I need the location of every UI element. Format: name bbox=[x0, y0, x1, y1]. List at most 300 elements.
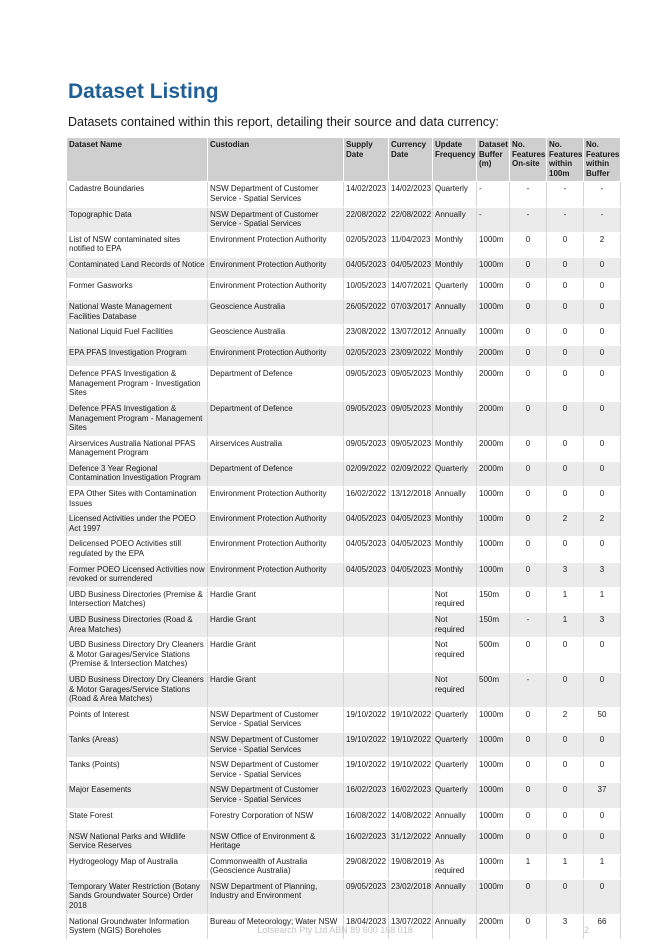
cell-dataset-buffer: 500m bbox=[477, 672, 510, 707]
cell-currency-date: 19/10/2022 bbox=[389, 732, 433, 757]
table-row bbox=[67, 257, 621, 278]
cell-currency-date: 19/10/2022 bbox=[389, 707, 433, 732]
cell-dataset-buffer: 500m bbox=[477, 638, 510, 673]
cell-features-buffer: - bbox=[584, 182, 621, 207]
cell-dataset-name: National Waste Management Facilities Database bbox=[67, 299, 208, 324]
cell-custodian: NSW Department of Customer Service - Spatial Services bbox=[208, 207, 344, 232]
cell-dataset-name: Points of Interest bbox=[67, 707, 208, 732]
cell-features-100m: 0 bbox=[547, 808, 584, 829]
cell-dataset-buffer: 2000m bbox=[477, 401, 510, 436]
cell-features-100m: 0 bbox=[547, 638, 584, 673]
cell-dataset-name: Former Gasworks bbox=[67, 278, 208, 299]
cell-features-100m: 0 bbox=[547, 346, 584, 367]
cell-currency-date: 04/05/2023 bbox=[389, 257, 433, 278]
cell-custodian: Environment Protection Authority bbox=[208, 232, 344, 257]
cell-features-buffer: 0 bbox=[584, 461, 621, 486]
cell-supply-date: 09/05/2023 bbox=[344, 401, 389, 436]
table-row bbox=[67, 461, 621, 486]
cell-dataset-buffer: 1000m bbox=[477, 808, 510, 829]
cell-currency-date: 04/05/2023 bbox=[389, 537, 433, 562]
cell-features-100m: 0 bbox=[547, 758, 584, 783]
cell-dataset-name: EPA Other Sites with Contamination Issues bbox=[67, 487, 208, 512]
cell-dataset-buffer: 150m bbox=[477, 587, 510, 612]
cell-update-frequency: Quarterly bbox=[433, 182, 477, 207]
cell-features-100m: 2 bbox=[547, 707, 584, 732]
cell-dataset-name: Former POEO Licensed Activities now revoked or surrendered bbox=[67, 562, 208, 587]
table-row bbox=[67, 758, 621, 783]
footer-company: Lotsearch Pty Ltd ABN 89 600 168 018 bbox=[257, 925, 413, 935]
cell-dataset-name: NSW National Parks and Wildlife Service Reserves bbox=[67, 829, 208, 854]
cell-features-onsite: 0 bbox=[510, 879, 547, 914]
cell-currency-date: 04/05/2023 bbox=[389, 562, 433, 587]
cell-supply-date: 10/05/2023 bbox=[344, 278, 389, 299]
table-header-row bbox=[67, 138, 621, 182]
cell-features-buffer: 3 bbox=[584, 613, 621, 638]
cell-features-onsite: - bbox=[510, 207, 547, 232]
cell-features-buffer: - bbox=[584, 207, 621, 232]
cell-currency-date: 11/04/2023 bbox=[389, 232, 433, 257]
cell-dataset-buffer: 150m bbox=[477, 613, 510, 638]
cell-features-100m: 0 bbox=[547, 299, 584, 324]
cell-features-100m: 1 bbox=[547, 854, 584, 879]
cell-custodian: Environment Protection Authority bbox=[208, 537, 344, 562]
cell-supply-date: 02/05/2023 bbox=[344, 346, 389, 367]
cell-features-100m: 0 bbox=[547, 461, 584, 486]
cell-custodian: Environment Protection Authority bbox=[208, 346, 344, 367]
cell-dataset-name: Hydrogeology Map of Australia bbox=[67, 854, 208, 879]
cell-custodian: Department of Defence bbox=[208, 461, 344, 486]
cell-features-onsite: 0 bbox=[510, 562, 547, 587]
cell-supply-date: 09/05/2023 bbox=[344, 879, 389, 914]
table-row bbox=[67, 638, 621, 673]
cell-features-onsite: 0 bbox=[510, 638, 547, 673]
cell-supply-date: 04/05/2023 bbox=[344, 512, 389, 537]
cell-supply-date: 18/04/2023 bbox=[344, 914, 389, 939]
cell-features-buffer: 0 bbox=[584, 879, 621, 914]
cell-features-onsite: 0 bbox=[510, 829, 547, 854]
cell-features-100m: 0 bbox=[547, 401, 584, 436]
page-subtitle: Datasets contained within this report, detailing their source and data currency: bbox=[68, 115, 499, 129]
cell-dataset-buffer: 2000m bbox=[477, 346, 510, 367]
cell-features-buffer: 0 bbox=[584, 537, 621, 562]
table-body bbox=[67, 182, 621, 939]
page-number: 2 bbox=[584, 925, 590, 935]
cell-currency-date bbox=[389, 587, 433, 612]
cell-dataset-buffer: 2000m bbox=[477, 461, 510, 486]
cell-dataset-buffer: 1000m bbox=[477, 758, 510, 783]
cell-custodian: Department of Defence bbox=[208, 401, 344, 436]
cell-features-100m: 0 bbox=[547, 436, 584, 461]
cell-dataset-name: Delicensed POEO Activities still regulated by the EPA bbox=[67, 537, 208, 562]
cell-custodian: Hardie Grant bbox=[208, 613, 344, 638]
cell-supply-date: 14/02/2023 bbox=[344, 182, 389, 207]
cell-currency-date: 31/12/2022 bbox=[389, 829, 433, 854]
cell-features-buffer: 0 bbox=[584, 257, 621, 278]
cell-update-frequency: Annually bbox=[433, 829, 477, 854]
cell-update-frequency: Monthly bbox=[433, 537, 477, 562]
cell-supply-date: 29/08/2022 bbox=[344, 854, 389, 879]
table-row bbox=[67, 672, 621, 707]
table-row bbox=[67, 487, 621, 512]
table-row bbox=[67, 232, 621, 257]
column-header-dataset-name: Dataset Name bbox=[67, 138, 208, 182]
cell-currency-date: 02/09/2022 bbox=[389, 461, 433, 486]
cell-update-frequency: Not required bbox=[433, 587, 477, 612]
cell-features-buffer: 1 bbox=[584, 854, 621, 879]
cell-features-100m: 0 bbox=[547, 672, 584, 707]
cell-custodian: Forestry Corporation of NSW bbox=[208, 808, 344, 829]
cell-dataset-name: Defence 3 Year Regional Contamination Investigation Program bbox=[67, 461, 208, 486]
cell-supply-date: 19/10/2022 bbox=[344, 758, 389, 783]
cell-features-onsite: 0 bbox=[510, 257, 547, 278]
cell-custodian: Airservices Australia bbox=[208, 436, 344, 461]
cell-update-frequency: Not required bbox=[433, 638, 477, 673]
table-row bbox=[67, 613, 621, 638]
table-row bbox=[67, 207, 621, 232]
cell-dataset-name: Topographic Data bbox=[67, 207, 208, 232]
cell-features-onsite: 0 bbox=[510, 537, 547, 562]
cell-update-frequency: Monthly bbox=[433, 562, 477, 587]
cell-features-100m: 3 bbox=[547, 562, 584, 587]
cell-currency-date bbox=[389, 638, 433, 673]
cell-features-buffer: 0 bbox=[584, 401, 621, 436]
cell-dataset-buffer: 1000m bbox=[477, 562, 510, 587]
cell-features-buffer: 1 bbox=[584, 587, 621, 612]
cell-currency-date: 09/05/2023 bbox=[389, 401, 433, 436]
cell-update-frequency: Monthly bbox=[433, 232, 477, 257]
cell-features-100m: 0 bbox=[547, 879, 584, 914]
cell-features-buffer: 0 bbox=[584, 808, 621, 829]
table-row bbox=[67, 587, 621, 612]
cell-update-frequency: Annually bbox=[433, 325, 477, 346]
cell-features-onsite: - bbox=[510, 182, 547, 207]
table-row bbox=[67, 732, 621, 757]
cell-dataset-name: Major Easements bbox=[67, 783, 208, 808]
cell-dataset-buffer: 1000m bbox=[477, 299, 510, 324]
cell-update-frequency: Not required bbox=[433, 613, 477, 638]
cell-features-onsite: 0 bbox=[510, 732, 547, 757]
cell-currency-date: 13/07/2022 bbox=[389, 914, 433, 939]
cell-update-frequency: Quarterly bbox=[433, 732, 477, 757]
cell-update-frequency: Annually bbox=[433, 487, 477, 512]
table-row bbox=[67, 299, 621, 324]
cell-custodian: NSW Department of Customer Service - Spatial Services bbox=[208, 707, 344, 732]
cell-dataset-buffer: - bbox=[477, 182, 510, 207]
cell-features-100m: 1 bbox=[547, 587, 584, 612]
cell-dataset-name: UBD Business Directory Dry Cleaners & Motor Garages/Service Stations (Road & Area Matches) bbox=[67, 672, 208, 707]
cell-supply-date bbox=[344, 638, 389, 673]
cell-features-100m: - bbox=[547, 182, 584, 207]
cell-update-frequency: Quarterly bbox=[433, 278, 477, 299]
cell-supply-date: 26/05/2022 bbox=[344, 299, 389, 324]
cell-currency-date: 13/12/2018 bbox=[389, 487, 433, 512]
table-row bbox=[67, 562, 621, 587]
cell-dataset-buffer: 1000m bbox=[477, 487, 510, 512]
column-header-supply-date: Supply Date bbox=[344, 138, 389, 182]
cell-features-onsite: 0 bbox=[510, 487, 547, 512]
table-row bbox=[67, 401, 621, 436]
table-row bbox=[67, 808, 621, 829]
cell-currency-date: 19/10/2022 bbox=[389, 758, 433, 783]
cell-features-buffer: 0 bbox=[584, 758, 621, 783]
cell-dataset-buffer: 1000m bbox=[477, 232, 510, 257]
cell-update-frequency: Quarterly bbox=[433, 783, 477, 808]
cell-dataset-buffer: 1000m bbox=[477, 854, 510, 879]
cell-custodian: NSW Department of Customer Service - Spatial Services bbox=[208, 182, 344, 207]
table-row bbox=[67, 325, 621, 346]
cell-features-100m: 0 bbox=[547, 257, 584, 278]
column-header-features-onsite: No. Features On-site bbox=[510, 138, 547, 182]
column-header-features-buffer: No. Features within Buffer bbox=[584, 138, 621, 182]
cell-features-100m: 0 bbox=[547, 325, 584, 346]
cell-features-onsite: 0 bbox=[510, 436, 547, 461]
cell-features-100m: 0 bbox=[547, 278, 584, 299]
table-row bbox=[67, 854, 621, 879]
cell-supply-date: 23/08/2022 bbox=[344, 325, 389, 346]
cell-features-onsite: 0 bbox=[510, 783, 547, 808]
cell-features-onsite: 0 bbox=[510, 461, 547, 486]
cell-supply-date: 16/02/2022 bbox=[344, 487, 389, 512]
cell-currency-date bbox=[389, 613, 433, 638]
cell-custodian: Commonwealth of Australia (Geoscience Australia) bbox=[208, 854, 344, 879]
cell-supply-date: 09/05/2023 bbox=[344, 367, 389, 402]
cell-features-onsite: 0 bbox=[510, 401, 547, 436]
cell-dataset-name: Contaminated Land Records of Notice bbox=[67, 257, 208, 278]
cell-update-frequency: Quarterly bbox=[433, 758, 477, 783]
cell-dataset-name: Tanks (Points) bbox=[67, 758, 208, 783]
cell-features-100m: 0 bbox=[547, 732, 584, 757]
page-title: Dataset Listing bbox=[68, 80, 219, 103]
cell-features-onsite: 0 bbox=[510, 299, 547, 324]
cell-features-onsite: 0 bbox=[510, 367, 547, 402]
table-row bbox=[67, 783, 621, 808]
dataset-table bbox=[66, 137, 621, 940]
cell-update-frequency: Monthly bbox=[433, 512, 477, 537]
cell-dataset-buffer: 1000m bbox=[477, 325, 510, 346]
cell-supply-date: 22/08/2022 bbox=[344, 207, 389, 232]
cell-custodian: Environment Protection Authority bbox=[208, 278, 344, 299]
cell-custodian: Bureau of Meteorology; Water NSW bbox=[208, 914, 344, 939]
cell-features-onsite: - bbox=[510, 672, 547, 707]
cell-update-frequency: Not required bbox=[433, 672, 477, 707]
table-row bbox=[67, 278, 621, 299]
cell-features-buffer: 0 bbox=[584, 672, 621, 707]
cell-features-onsite: 0 bbox=[510, 758, 547, 783]
cell-dataset-name: Tanks (Areas) bbox=[67, 732, 208, 757]
cell-features-buffer: 0 bbox=[584, 638, 621, 673]
cell-dataset-name: National Liquid Fuel Facilities bbox=[67, 325, 208, 346]
table-row bbox=[67, 367, 621, 402]
cell-currency-date: 07/03/2017 bbox=[389, 299, 433, 324]
cell-custodian: Department of Defence bbox=[208, 367, 344, 402]
cell-features-buffer: 0 bbox=[584, 325, 621, 346]
cell-supply-date: 09/05/2023 bbox=[344, 436, 389, 461]
cell-features-onsite: 1 bbox=[510, 854, 547, 879]
cell-currency-date: 09/05/2023 bbox=[389, 436, 433, 461]
cell-dataset-buffer: - bbox=[477, 207, 510, 232]
cell-supply-date: 19/10/2022 bbox=[344, 732, 389, 757]
cell-features-onsite: 0 bbox=[510, 512, 547, 537]
cell-dataset-buffer: 1000m bbox=[477, 707, 510, 732]
cell-features-buffer: 37 bbox=[584, 783, 621, 808]
cell-dataset-name: List of NSW contaminated sites notified to EPA bbox=[67, 232, 208, 257]
cell-supply-date bbox=[344, 587, 389, 612]
cell-update-frequency: Monthly bbox=[433, 401, 477, 436]
cell-dataset-name: Temporary Water Restriction (Botany Sands Groundwater Source) Order 2018 bbox=[67, 879, 208, 914]
cell-features-buffer: 2 bbox=[584, 232, 621, 257]
cell-supply-date: 04/05/2023 bbox=[344, 562, 389, 587]
cell-dataset-name: Airservices Australia National PFAS Management Program bbox=[67, 436, 208, 461]
column-header-dataset-buffer: Dataset Buffer (m) bbox=[477, 138, 510, 182]
cell-features-onsite: 0 bbox=[510, 232, 547, 257]
cell-features-100m: 2 bbox=[547, 512, 584, 537]
table-row bbox=[67, 512, 621, 537]
cell-features-onsite: 0 bbox=[510, 707, 547, 732]
cell-supply-date bbox=[344, 672, 389, 707]
cell-currency-date: 16/02/2023 bbox=[389, 783, 433, 808]
cell-supply-date: 16/08/2022 bbox=[344, 808, 389, 829]
cell-features-buffer: 0 bbox=[584, 732, 621, 757]
cell-supply-date: 02/09/2022 bbox=[344, 461, 389, 486]
cell-dataset-buffer: 1000m bbox=[477, 783, 510, 808]
cell-dataset-buffer: 1000m bbox=[477, 278, 510, 299]
cell-update-frequency: Annually bbox=[433, 808, 477, 829]
cell-features-100m: - bbox=[547, 207, 584, 232]
cell-currency-date: 14/02/2023 bbox=[389, 182, 433, 207]
cell-update-frequency: Monthly bbox=[433, 436, 477, 461]
cell-dataset-name: UBD Business Directory Dry Cleaners & Motor Garages/Service Stations (Premise & Intersection Matches) bbox=[67, 638, 208, 673]
cell-update-frequency: Monthly bbox=[433, 257, 477, 278]
cell-features-100m: 0 bbox=[547, 487, 584, 512]
cell-update-frequency: Annually bbox=[433, 299, 477, 324]
cell-dataset-buffer: 2000m bbox=[477, 436, 510, 461]
table-row bbox=[67, 829, 621, 854]
cell-features-onsite: 0 bbox=[510, 914, 547, 939]
cell-dataset-buffer: 1000m bbox=[477, 829, 510, 854]
cell-features-100m: 0 bbox=[547, 367, 584, 402]
cell-features-100m: 3 bbox=[547, 914, 584, 939]
cell-features-onsite: - bbox=[510, 613, 547, 638]
cell-supply-date bbox=[344, 613, 389, 638]
cell-features-100m: 0 bbox=[547, 783, 584, 808]
cell-features-buffer: 0 bbox=[584, 299, 621, 324]
cell-features-buffer: 3 bbox=[584, 562, 621, 587]
cell-currency-date: 04/05/2023 bbox=[389, 512, 433, 537]
cell-features-onsite: 0 bbox=[510, 808, 547, 829]
cell-features-100m: 0 bbox=[547, 829, 584, 854]
cell-update-frequency: Annually bbox=[433, 879, 477, 914]
cell-dataset-name: Cadastre Boundaries bbox=[67, 182, 208, 207]
cell-supply-date: 16/02/2023 bbox=[344, 783, 389, 808]
column-header-custodian: Custodian bbox=[208, 138, 344, 182]
cell-custodian: Environment Protection Authority bbox=[208, 257, 344, 278]
cell-currency-date: 23/09/2022 bbox=[389, 346, 433, 367]
cell-features-buffer: 0 bbox=[584, 367, 621, 402]
cell-dataset-name: Defence PFAS Investigation & Management Program - Investigation Sites bbox=[67, 367, 208, 402]
cell-currency-date: 14/07/2021 bbox=[389, 278, 433, 299]
cell-update-frequency: Annually bbox=[433, 914, 477, 939]
cell-features-100m: 0 bbox=[547, 537, 584, 562]
cell-currency-date: 23/02/2018 bbox=[389, 879, 433, 914]
cell-supply-date: 04/05/2023 bbox=[344, 257, 389, 278]
cell-custodian: NSW Office of Environment & Heritage bbox=[208, 829, 344, 854]
cell-custodian: Hardie Grant bbox=[208, 672, 344, 707]
cell-dataset-buffer: 1000m bbox=[477, 257, 510, 278]
table-row bbox=[67, 346, 621, 367]
column-header-currency-date: Currency Date bbox=[389, 138, 433, 182]
table-row bbox=[67, 879, 621, 914]
cell-features-buffer: 0 bbox=[584, 436, 621, 461]
table-row bbox=[67, 537, 621, 562]
cell-dataset-name: Defence PFAS Investigation & Management Program - Management Sites bbox=[67, 401, 208, 436]
column-header-features-100m: No. Features within 100m bbox=[547, 138, 584, 182]
cell-features-onsite: 0 bbox=[510, 325, 547, 346]
cell-custodian: NSW Department of Customer Service - Spatial Services bbox=[208, 732, 344, 757]
cell-features-100m: 1 bbox=[547, 613, 584, 638]
cell-supply-date: 02/05/2023 bbox=[344, 232, 389, 257]
cell-supply-date: 16/02/2023 bbox=[344, 829, 389, 854]
cell-custodian: NSW Department of Customer Service - Spatial Services bbox=[208, 758, 344, 783]
cell-dataset-name: EPA PFAS Investigation Program bbox=[67, 346, 208, 367]
cell-dataset-name: National Groundwater Information System (NGIS) Boreholes bbox=[67, 914, 208, 939]
cell-features-buffer: 50 bbox=[584, 707, 621, 732]
cell-features-onsite: 0 bbox=[510, 587, 547, 612]
cell-features-100m: 0 bbox=[547, 232, 584, 257]
cell-custodian: Environment Protection Authority bbox=[208, 487, 344, 512]
cell-features-onsite: 0 bbox=[510, 346, 547, 367]
cell-update-frequency: As required bbox=[433, 854, 477, 879]
cell-currency-date: 14/08/2022 bbox=[389, 808, 433, 829]
cell-dataset-buffer: 1000m bbox=[477, 879, 510, 914]
cell-dataset-name: UBD Business Directories (Road & Area Matches) bbox=[67, 613, 208, 638]
cell-update-frequency: Monthly bbox=[433, 346, 477, 367]
cell-currency-date: 09/05/2023 bbox=[389, 367, 433, 402]
cell-features-buffer: 0 bbox=[584, 487, 621, 512]
cell-currency-date: 22/08/2022 bbox=[389, 207, 433, 232]
cell-features-onsite: 0 bbox=[510, 278, 547, 299]
cell-dataset-name: State Forest bbox=[67, 808, 208, 829]
cell-currency-date: 19/08/2019 bbox=[389, 854, 433, 879]
cell-update-frequency: Annually bbox=[433, 207, 477, 232]
cell-dataset-name: Licensed Activities under the POEO Act 1997 bbox=[67, 512, 208, 537]
cell-update-frequency: Quarterly bbox=[433, 461, 477, 486]
cell-custodian: Environment Protection Authority bbox=[208, 512, 344, 537]
table-row bbox=[67, 182, 621, 207]
cell-dataset-buffer: 2000m bbox=[477, 914, 510, 939]
cell-update-frequency: Monthly bbox=[433, 367, 477, 402]
cell-custodian: Hardie Grant bbox=[208, 638, 344, 673]
cell-features-buffer: 66 bbox=[584, 914, 621, 939]
column-header-update-frequency: Update Frequency bbox=[433, 138, 477, 182]
cell-custodian: Environment Protection Authority bbox=[208, 562, 344, 587]
cell-dataset-buffer: 1000m bbox=[477, 512, 510, 537]
cell-dataset-buffer: 1000m bbox=[477, 732, 510, 757]
cell-custodian: NSW Department of Customer Service - Spatial Services bbox=[208, 783, 344, 808]
cell-custodian: Hardie Grant bbox=[208, 587, 344, 612]
cell-currency-date bbox=[389, 672, 433, 707]
cell-features-buffer: 0 bbox=[584, 829, 621, 854]
table-row bbox=[67, 436, 621, 461]
table-row bbox=[67, 707, 621, 732]
cell-features-buffer: 0 bbox=[584, 346, 621, 367]
cell-dataset-buffer: 1000m bbox=[477, 537, 510, 562]
cell-dataset-buffer: 2000m bbox=[477, 367, 510, 402]
cell-custodian: Geoscience Australia bbox=[208, 325, 344, 346]
cell-currency-date: 13/07/2012 bbox=[389, 325, 433, 346]
cell-update-frequency: Quarterly bbox=[433, 707, 477, 732]
cell-custodian: NSW Department of Planning, Industry and Environment bbox=[208, 879, 344, 914]
cell-dataset-name: UBD Business Directories (Premise & Intersection Matches) bbox=[67, 587, 208, 612]
